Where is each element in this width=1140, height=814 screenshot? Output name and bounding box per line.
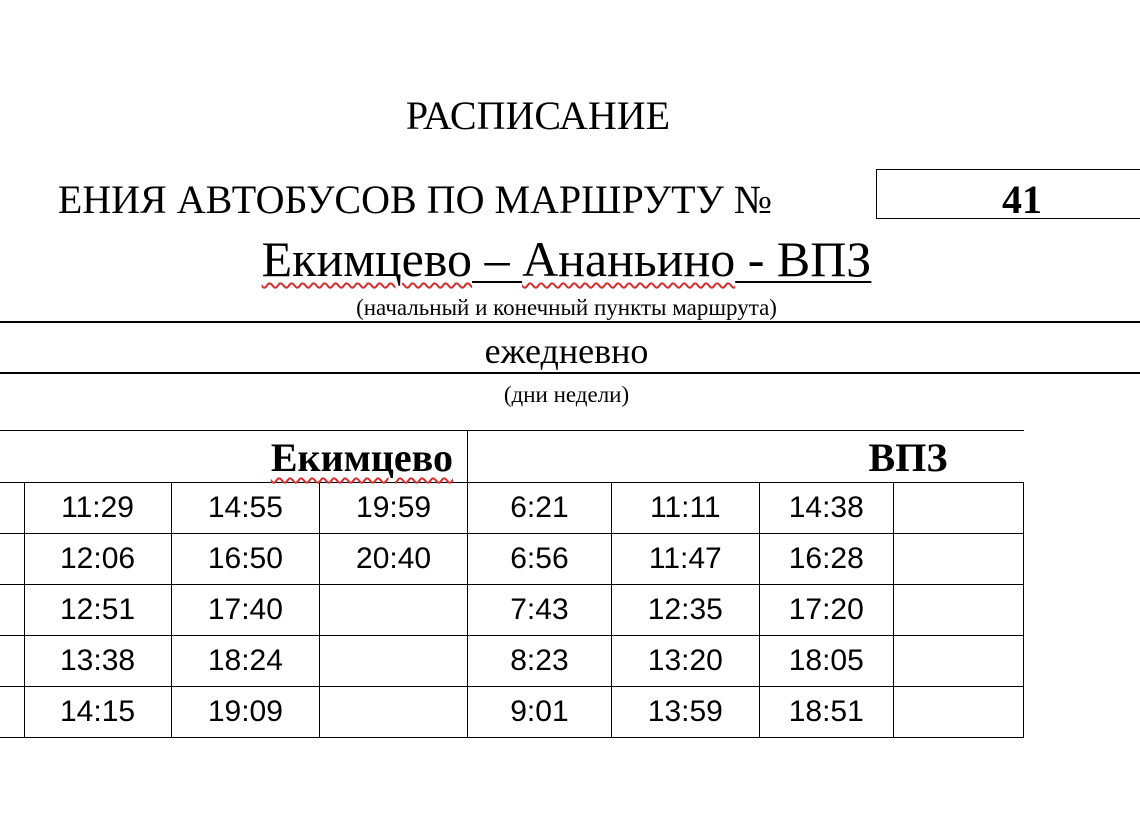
departure-time bbox=[320, 585, 468, 636]
table-row bbox=[0, 585, 1024, 636]
departure-time: 6:56 bbox=[468, 534, 612, 585]
departure-time: 17:20 bbox=[759, 585, 893, 636]
table-row bbox=[0, 687, 1024, 738]
departure-time: 14:55 bbox=[171, 483, 320, 534]
departure-time: 12:35 bbox=[611, 585, 759, 636]
stop-name: Екимцево bbox=[270, 435, 453, 480]
route-separator: – bbox=[472, 231, 523, 287]
days-caption: (дни недели) bbox=[503, 382, 630, 407]
departure-time: 13:38 bbox=[24, 636, 171, 687]
departure-time: 11:11 bbox=[611, 483, 759, 534]
departure-time bbox=[893, 585, 1023, 636]
schedule-heading: ЕНИЯ АВТОБУСОВ ПО МАРШРУТУ № bbox=[57, 177, 772, 222]
departure-time: 16:50 bbox=[171, 534, 320, 585]
departure-time bbox=[893, 534, 1023, 585]
departure-time: 16:28 bbox=[759, 534, 893, 585]
departure-time: 18:51 bbox=[759, 687, 893, 738]
stop-header-ekimtsevo bbox=[0, 434, 453, 482]
departure-time bbox=[320, 636, 468, 687]
departure-time: 14:38 bbox=[759, 483, 893, 534]
departure-time bbox=[320, 687, 468, 738]
page-title: РАСПИСАНИЕ bbox=[405, 93, 671, 138]
departure-time: 11:47 bbox=[611, 534, 759, 585]
departure-time: 12:06 bbox=[24, 534, 171, 585]
departure-time: 6:21 bbox=[468, 483, 612, 534]
departure-time: 12:51 bbox=[24, 585, 171, 636]
days-of-operation: ежедневно bbox=[484, 331, 649, 371]
departure-time: 18:05 bbox=[759, 636, 893, 687]
departure-time: 13:59 bbox=[611, 687, 759, 738]
departure-time bbox=[893, 636, 1023, 687]
departure-time: 19:09 bbox=[171, 687, 320, 738]
departure-time: 19:59 bbox=[320, 483, 468, 534]
stop-header-vpz: ВПЗ bbox=[868, 435, 948, 480]
departure-time: 13:20 bbox=[611, 636, 759, 687]
departure-time bbox=[0, 585, 24, 636]
route-start-stop: Екимцево bbox=[261, 231, 473, 287]
departure-time: 14:15 bbox=[24, 687, 171, 738]
route-name bbox=[0, 226, 1133, 292]
departure-time: 11:29 bbox=[24, 483, 171, 534]
table-row bbox=[0, 534, 1024, 585]
departure-time: 17:40 bbox=[171, 585, 320, 636]
table-row bbox=[0, 636, 1024, 687]
departure-time bbox=[0, 687, 24, 738]
route-caption: (начальный и конечный пункты маршрута) bbox=[356, 295, 777, 320]
departure-time bbox=[0, 636, 24, 687]
divider-line bbox=[0, 372, 1140, 374]
table-row bbox=[0, 483, 1024, 534]
departure-time bbox=[0, 534, 24, 585]
departure-time: 8:23 bbox=[468, 636, 612, 687]
route-number: 41 bbox=[1002, 177, 1042, 222]
departure-time: 20:40 bbox=[320, 534, 468, 585]
departure-time: 18:24 bbox=[171, 636, 320, 687]
departure-time bbox=[893, 483, 1023, 534]
divider-line bbox=[0, 321, 1140, 323]
route-end-stop: - ВПЗ bbox=[735, 231, 872, 287]
departure-time bbox=[0, 483, 24, 534]
route-middle-stop: Ананьино bbox=[522, 231, 736, 287]
departure-time: 7:43 bbox=[468, 585, 612, 636]
departure-time: 9:01 bbox=[468, 687, 612, 738]
departure-time bbox=[893, 687, 1023, 738]
